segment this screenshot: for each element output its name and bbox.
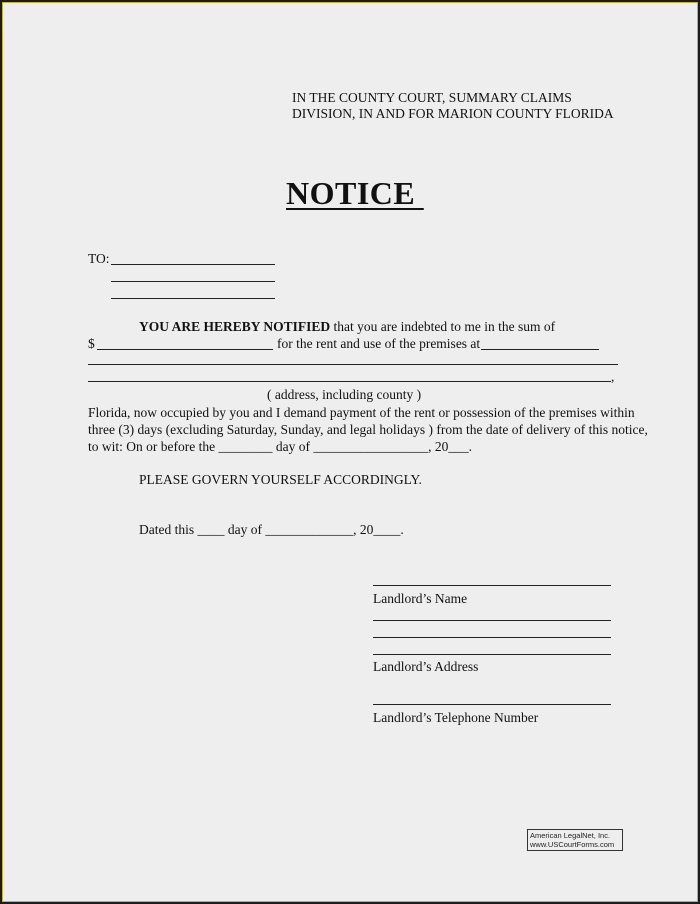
notified-rest-text: that you are indebted to me in the sum of — [330, 319, 556, 334]
address-line-1 — [88, 364, 618, 365]
address-line-2 — [88, 381, 611, 382]
landlord-address-label: Landlord’s Address — [373, 659, 479, 674]
notified-paragraph-line — [139, 319, 555, 335]
landlord-name-label: Landlord’s Name — [373, 591, 468, 606]
govern-statement: PLEASE GOVERN YOURSELF ACCORDINGLY. — [139, 472, 422, 487]
notified-bold-text: YOU ARE HEREBY NOTIFIED — [139, 319, 331, 334]
publisher-footer — [527, 829, 623, 851]
publisher-url: www.USCourtForms.com — [530, 840, 615, 849]
court-heading-line-1: IN THE COUNTY COURT, SUMMARY CLAIMS — [292, 90, 572, 105]
signature-phone-line — [373, 704, 611, 705]
publisher-name: American LegalNet, Inc. — [530, 831, 611, 840]
three-days-line: three (3) days (excluding Saturday, Sunday, and legal holidays ) from the date of delivery of this notice, — [88, 422, 648, 437]
to-label: TO: — [88, 251, 110, 266]
signature-address-line-3 — [373, 654, 611, 655]
dollar-sign: $ — [88, 336, 95, 351]
rent-use-text: for the rent and use of the premises at — [277, 336, 481, 351]
to-line-3 — [111, 298, 275, 299]
court-heading-line-2: DIVISION, IN AND FOR MARION COUNTY FLORIDA — [292, 106, 614, 121]
signature-address-line-2 — [373, 637, 611, 638]
to-line-1 — [111, 264, 275, 265]
dated-line: Dated this ____ day of _____________, 20____. — [139, 522, 404, 537]
signature-name-line — [373, 585, 611, 586]
amount-line — [97, 349, 273, 350]
florida-line: Florida, now occupied by you and I demand payment of the rent or possession of the premises within — [88, 405, 635, 420]
to-wit-line: to wit: On or before the ________ day of _________________, 20___. — [88, 439, 472, 454]
address-hint: ( address, including county ) — [267, 387, 422, 402]
page-title: NOTICE — [286, 175, 424, 211]
signature-address-line-1 — [373, 620, 611, 621]
document-page — [2, 2, 698, 902]
address-comma: , — [611, 369, 615, 384]
premises-line — [481, 349, 599, 350]
to-line-2 — [111, 281, 275, 282]
landlord-phone-label: Landlord’s Telephone Number — [373, 710, 539, 725]
